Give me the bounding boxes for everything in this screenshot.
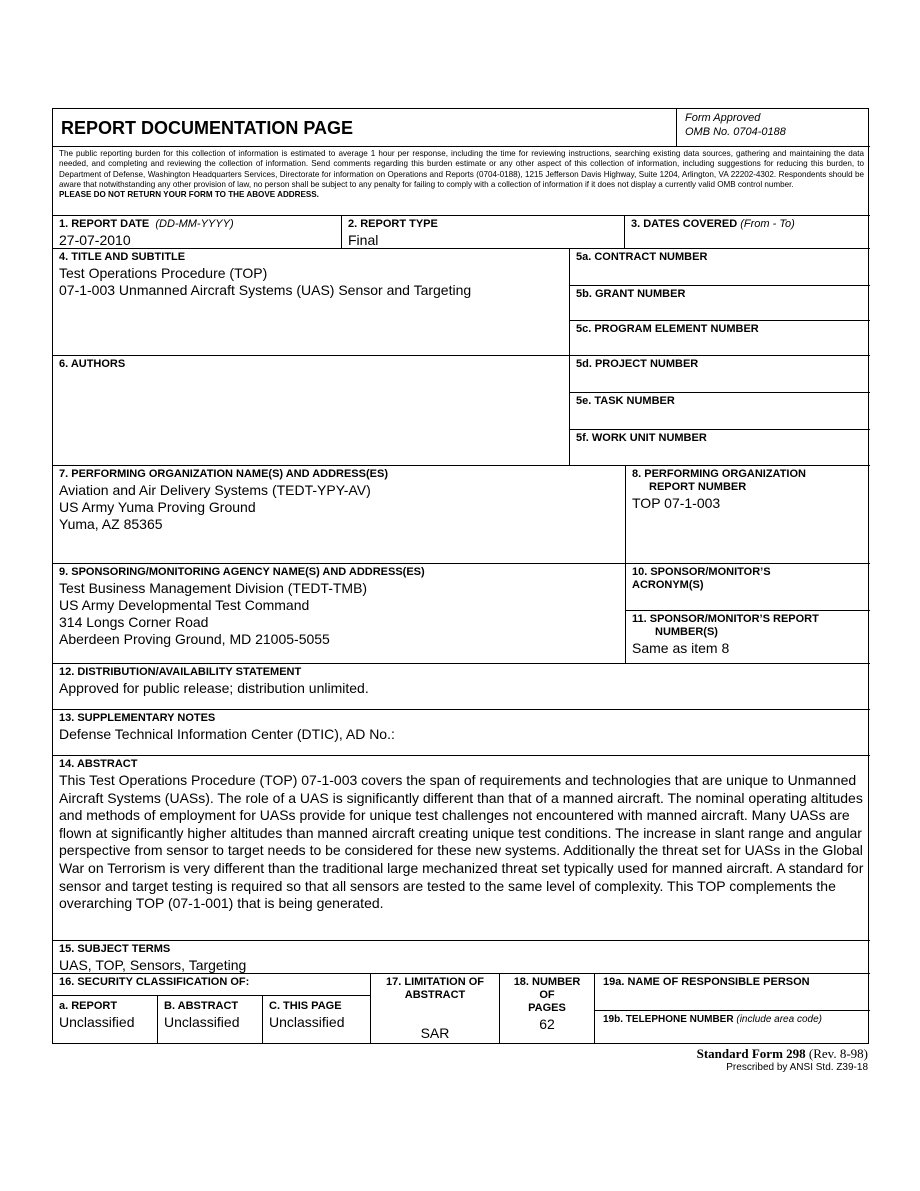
sponsor-acronym-label-2: ACRONYM(S) [632, 579, 704, 591]
report-type-value: Final [348, 232, 379, 248]
performing-org-line-1: Aviation and Air Delivery Systems (TEDT-YPY-AV) [59, 482, 371, 498]
grant-number-field[interactable] [570, 286, 870, 321]
title-line-1: Test Operations Procedure (TOP) [59, 265, 268, 281]
security-report-value: Unclassified [59, 1014, 135, 1030]
performing-report-field[interactable] [626, 466, 870, 564]
dates-covered-hint: (From - To) [740, 218, 795, 230]
distribution-label: 12. DISTRIBUTION/AVAILABILITY STATEMENT [59, 666, 302, 678]
abstract-text: This Test Operations Procedure (TOP) 07-1-003 covers the span of requirements and technologies that are unique to Unmanned Aircraft Systems (UASs). The role of a UAS is significantly different than that of a manned aircraft. The nominal operating altitudes and methods of employment for UASs provide for unique test challenges not encountered with manned aircraft. Many UASs are flown at significantly higher altitudes than manned aircraft creating unique test conditions. The increase in slant range and angular perspective from sensor to target needs to be considered for these new systems. Additionally the threat set for UASs in the Global War on Terrorism is very different than the traditional large mechanized threat set typically used for manned aircraft. A standard for sensor and target testing is required so that all sensors are tested to the same level of complexity. This TOP complements the overarching TOP (07-1-001) that is being generated. [59, 772, 864, 912]
security-report-field[interactable] [53, 996, 158, 1044]
title-subtitle-field[interactable] [53, 249, 570, 356]
report-type-label: 2. REPORT TYPE [348, 218, 438, 230]
security-this-page-field[interactable] [263, 996, 371, 1044]
report-date-value: 27-07-2010 [59, 232, 131, 248]
dates-covered-field[interactable] [625, 216, 870, 249]
performing-report-value: TOP 07-1-003 [632, 495, 721, 511]
sponsor-report-value: Same as item 8 [632, 640, 730, 656]
program-element-label: 5c. PROGRAM ELEMENT NUMBER [576, 323, 759, 335]
responsible-person-label: 19a. NAME OF RESPONSIBLE PERSON [603, 976, 810, 988]
sponsoring-agency-line-2: US Army Developmental Test Command [59, 597, 310, 613]
report-date-label: 1. REPORT DATE [59, 218, 150, 230]
responsible-person-field[interactable] [595, 974, 870, 1011]
page-title: REPORT DOCUMENTATION PAGE [61, 118, 353, 138]
sponsoring-agency-label: 9. SPONSORING/MONITORING AGENCY NAME(S) AND ADDRESS(ES) [59, 566, 425, 578]
report-date-field[interactable] [53, 216, 342, 249]
performing-report-label-1: 8. PERFORMING ORGANIZATION [632, 468, 806, 480]
program-element-field[interactable] [570, 321, 870, 356]
security-classification-header [53, 974, 371, 996]
sponsor-acronym-label-1: 10. SPONSOR/MONITOR’S [632, 566, 771, 578]
telephone-field[interactable] [595, 1011, 870, 1044]
security-this-page-value: Unclassified [269, 1014, 345, 1030]
authors-label: 6. AUTHORS [59, 358, 126, 370]
sponsoring-agency-line-1: Test Business Management Division (TEDT-TMB) [59, 580, 368, 596]
sponsor-acronym-field[interactable] [626, 564, 870, 611]
report-type-field[interactable] [342, 216, 625, 249]
sponsoring-agency-line-3: 314 Longs Corner Road [59, 614, 209, 630]
project-number-field[interactable] [570, 356, 870, 393]
distribution-field[interactable] [53, 664, 870, 710]
sponsor-report-label-1: 11. SPONSOR/MONITOR’S REPORT [632, 613, 819, 625]
telephone-hint: (include area code) [736, 1014, 822, 1025]
sponsor-report-field[interactable] [626, 611, 870, 664]
sponsoring-agency-line-4: Aberdeen Proving Ground, MD 21005-5055 [59, 631, 330, 647]
task-number-field[interactable] [570, 393, 870, 430]
number-pages-label-1: 18. NUMBER [513, 976, 581, 988]
limitation-value: SAR [420, 1025, 450, 1041]
supplementary-notes-field[interactable] [53, 710, 870, 756]
security-this-page-label: C. THIS PAGE [269, 1000, 342, 1012]
contract-number-field[interactable] [570, 249, 870, 286]
subject-terms-field[interactable] [53, 941, 870, 974]
number-pages-value: 62 [539, 1016, 555, 1032]
security-abstract-field[interactable] [158, 996, 263, 1044]
abstract-field[interactable] [53, 756, 870, 941]
number-pages-field[interactable] [500, 974, 595, 1044]
prescribed-by: Prescribed by ANSI Std. Z39-18 [726, 1062, 868, 1073]
report-documentation-form [52, 108, 869, 1044]
form-title-cell [53, 109, 677, 147]
standard-form-name: Standard Form 298 [696, 1046, 806, 1061]
title-subtitle-label: 4. TITLE AND SUBTITLE [59, 251, 186, 263]
performing-report-label-2: REPORT NUMBER [649, 481, 747, 493]
performing-org-label: 7. PERFORMING ORGANIZATION NAME(S) AND ADDRESS(ES) [59, 468, 388, 480]
security-abstract-value: Unclassified [164, 1014, 240, 1030]
number-pages-label-3: PAGES [528, 1002, 566, 1014]
report-date-hint: (DD-MM-YYYY) [155, 218, 234, 230]
burden-statement-cell [53, 147, 870, 216]
limitation-field[interactable] [371, 974, 500, 1044]
task-number-label: 5e. TASK NUMBER [576, 395, 675, 407]
standard-form-label [697, 1046, 868, 1062]
title-line-2: 07-1-003 Unmanned Aircraft Systems (UAS) Sensor and Targeting [59, 282, 472, 298]
work-unit-label: 5f. WORK UNIT NUMBER [576, 432, 707, 444]
authors-field[interactable] [53, 356, 570, 466]
supplementary-notes-value: Defense Technical Information Center (DTIC), AD No.: [59, 726, 395, 742]
security-report-label: a. REPORT [59, 1000, 118, 1012]
limitation-label-1: 17. LIMITATION OF [386, 976, 484, 988]
burden-text: The public reporting burden for this collection of information is estimated to average 1 hour per response, including the time for reviewing instructions, searching existing data sources, gathering and maintaining the data needed, and completing and reviewing the collection of information. Send comments regarding this burden estimate or any other aspect of this collection of information, including suggestions for reducing this burden, to Department of Defense, Washington Headquarters Services, Directorate for information on Operations and Reports (0704-0188), 1215 Jefferson Davis Highway, Suite 1204, Arlington, VA 22202-4302. Respondents should be aware that notwithstanding any other provision of law, no person shall be subject to any penalty for failing to comply with a collection of information if it does not display a currently valid OMB control number. [59, 149, 864, 189]
form-approved-label: Form Approved [685, 112, 761, 124]
omb-cell [677, 109, 870, 147]
omb-number: OMB No. 0704-0188 [685, 126, 786, 138]
abstract-label: 14. ABSTRACT [59, 758, 138, 770]
sponsoring-agency-field[interactable] [53, 564, 626, 664]
sponsor-report-label-2: NUMBER(S) [655, 626, 718, 638]
project-number-label: 5d. PROJECT NUMBER [576, 358, 699, 370]
dates-covered-label: 3. DATES COVERED [631, 218, 738, 230]
telephone-label: 19b. TELEPHONE NUMBER [603, 1014, 734, 1025]
work-unit-field[interactable] [570, 430, 870, 466]
distribution-value: Approved for public release; distribution unlimited. [59, 680, 369, 696]
grant-number-label: 5b. GRANT NUMBER [576, 288, 686, 300]
performing-org-field[interactable] [53, 466, 626, 564]
number-pages-label-2: OF [539, 989, 555, 1001]
subject-terms-value: UAS, TOP, Sensors, Targeting [59, 957, 247, 973]
limitation-label-2: ABSTRACT [404, 989, 466, 1001]
burden-warning: PLEASE DO NOT RETURN YOUR FORM TO THE ABOVE ADDRESS. [59, 190, 319, 200]
standard-form-revision: (Rev. 8-98) [808, 1046, 868, 1061]
performing-org-line-2: US Army Yuma Proving Ground [59, 499, 256, 515]
performing-org-line-3: Yuma, AZ 85365 [59, 516, 163, 532]
supplementary-notes-label: 13. SUPPLEMENTARY NOTES [59, 712, 216, 724]
contract-number-label: 5a. CONTRACT NUMBER [576, 251, 708, 263]
security-abstract-label: B. ABSTRACT [164, 1000, 239, 1012]
security-classification-label: 16. SECURITY CLASSIFICATION OF: [59, 976, 250, 988]
subject-terms-label: 15. SUBJECT TERMS [59, 943, 171, 955]
